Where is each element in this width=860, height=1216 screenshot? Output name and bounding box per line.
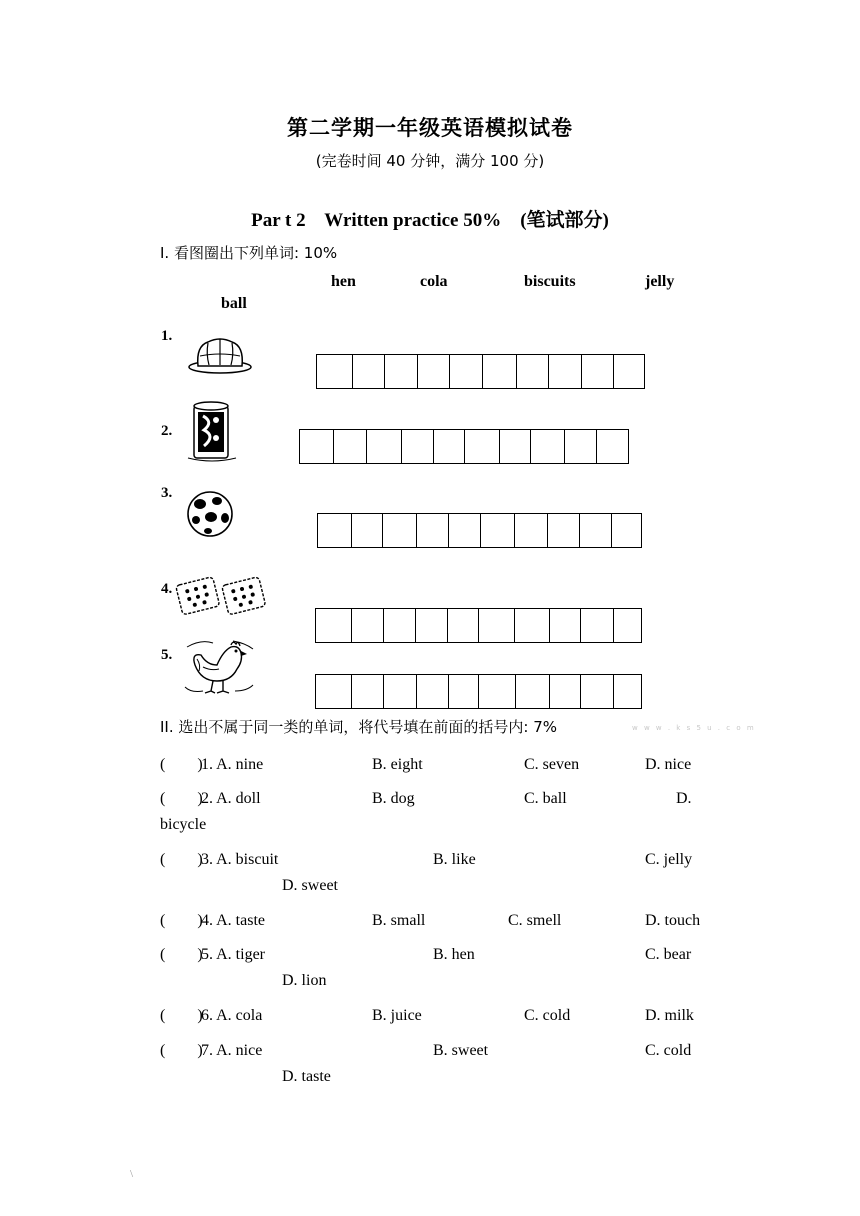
question-2-paren: ( ) xyxy=(160,790,203,807)
grid-cell xyxy=(384,609,416,642)
grid-cell xyxy=(300,430,334,463)
question-1-option-b: B. eight xyxy=(372,756,423,773)
grid-cell xyxy=(614,675,641,708)
hen-icon xyxy=(183,635,255,697)
footer-mark: \ xyxy=(130,1168,134,1180)
grid-cell xyxy=(479,609,515,642)
grid-cell xyxy=(318,514,352,547)
cola-can-icon xyxy=(186,400,238,464)
word-hen: hen xyxy=(331,273,356,290)
grid-cell xyxy=(515,514,548,547)
grid-cell xyxy=(548,514,580,547)
answer-grid-1 xyxy=(316,354,645,389)
jelly-icon xyxy=(186,334,254,376)
grid-cell xyxy=(417,675,449,708)
answer-grid-3 xyxy=(317,513,642,548)
grid-cell xyxy=(550,675,581,708)
section-2-heading: II. 选出不属于同一类的单词，将代号填在前面的括号内: 7% xyxy=(160,718,558,736)
question-3-option-a: 3. A. biscuit xyxy=(201,851,279,868)
question-5-option-a: 5. A. tiger xyxy=(201,946,265,963)
section-1-heading: I. 看图圈出下列单词: 10% xyxy=(160,244,338,262)
question-6-option-b: B. juice xyxy=(372,1007,422,1024)
grid-cell xyxy=(449,675,478,708)
grid-cell xyxy=(612,514,641,547)
item-5-number: 5. xyxy=(161,647,173,663)
grid-cell xyxy=(549,355,582,388)
grid-cell xyxy=(352,514,382,547)
grid-cell xyxy=(416,609,448,642)
question-2-option-d: D. xyxy=(676,790,692,807)
question-5-paren: ( ) xyxy=(160,946,203,963)
grid-cell xyxy=(352,609,383,642)
grid-cell xyxy=(367,430,402,463)
question-3-option-b: B. like xyxy=(433,851,476,868)
question-7-option-b: B. sweet xyxy=(433,1042,489,1059)
grid-cell xyxy=(316,609,352,642)
page-title: 第二学期一年级英语模拟试卷 xyxy=(287,116,573,140)
question-1-paren: ( ) xyxy=(160,756,203,773)
question-7-option-c: C. cold xyxy=(645,1042,692,1059)
grid-cell xyxy=(353,355,386,388)
grid-cell xyxy=(465,430,499,463)
grid-cell xyxy=(448,609,478,642)
grid-cell xyxy=(352,675,383,708)
grid-cell xyxy=(449,514,480,547)
grid-cell xyxy=(385,355,418,388)
grid-cell xyxy=(516,675,550,708)
grid-cell xyxy=(614,355,644,388)
grid-cell xyxy=(383,514,417,547)
word-biscuits: biscuits xyxy=(524,273,576,290)
item-4-number: 4. xyxy=(161,581,173,597)
grid-cell xyxy=(515,609,550,642)
answer-grid-4 xyxy=(315,608,642,643)
grid-cell xyxy=(550,609,581,642)
question-2-option-a: 2. A. doll xyxy=(201,790,261,807)
grid-cell xyxy=(500,430,531,463)
grid-cell xyxy=(581,675,613,708)
grid-cell xyxy=(581,609,613,642)
ball-icon xyxy=(184,491,236,537)
biscuits-icon xyxy=(173,575,269,619)
word-cola: cola xyxy=(420,273,448,290)
question-3-paren: ( ) xyxy=(160,851,203,868)
question-3-option-c: C. jelly xyxy=(645,851,693,868)
grid-cell xyxy=(316,675,352,708)
grid-cell xyxy=(582,355,615,388)
grid-cell xyxy=(434,430,465,463)
question-5-option-d: D. lion xyxy=(282,972,327,989)
question-6-option-c: C. cold xyxy=(524,1007,571,1024)
grid-cell xyxy=(317,355,353,388)
grid-cell xyxy=(450,355,483,388)
question-4-paren: ( ) xyxy=(160,912,203,929)
word-ball: ball xyxy=(221,295,247,312)
grid-cell xyxy=(334,430,366,463)
question-6-option-d: D. milk xyxy=(645,1007,694,1024)
item-2-number: 2. xyxy=(161,423,173,439)
question-4-option-d: D. touch xyxy=(645,912,701,929)
question-7-option-d: D. taste xyxy=(282,1068,331,1085)
grid-cell xyxy=(418,355,451,388)
answer-grid-2 xyxy=(299,429,629,464)
item-1-number: 1. xyxy=(161,328,173,344)
grid-cell xyxy=(580,514,611,547)
word-jelly: jelly xyxy=(645,273,675,290)
grid-cell xyxy=(565,430,596,463)
question-2-option-d-word: bicycle xyxy=(160,816,207,833)
grid-cell xyxy=(481,514,515,547)
item-3-number: 3. xyxy=(161,485,173,501)
grid-cell xyxy=(402,430,434,463)
watermark: w w w . k s 5 u . c o m xyxy=(632,724,756,732)
grid-cell xyxy=(483,355,517,388)
question-3-option-d: D. sweet xyxy=(282,877,338,894)
question-4-option-c: C. smell xyxy=(508,912,562,929)
grid-cell xyxy=(614,609,641,642)
page-subtitle: (完卷时间 40 分钟，满分 100 分) xyxy=(315,152,545,170)
question-6-paren: ( ) xyxy=(160,1007,203,1024)
grid-cell xyxy=(517,355,550,388)
grid-cell xyxy=(417,514,449,547)
question-5-option-c: C. bear xyxy=(645,946,692,963)
answer-grid-5 xyxy=(315,674,642,709)
part-heading: Par t 2 Written practice 50% (笔试部分) xyxy=(251,210,609,231)
question-4-option-b: B. small xyxy=(372,912,426,929)
grid-cell xyxy=(479,675,516,708)
question-6-option-a: 6. A. cola xyxy=(201,1007,263,1024)
question-1-option-d: D. nice xyxy=(645,756,692,773)
question-7-option-a: 7. A. nice xyxy=(201,1042,263,1059)
grid-cell xyxy=(384,675,417,708)
question-7-paren: ( ) xyxy=(160,1042,203,1059)
question-1-option-a: 1. A. nine xyxy=(201,756,264,773)
grid-cell xyxy=(531,430,565,463)
question-2-option-c: C. ball xyxy=(524,790,567,807)
question-5-option-b: B. hen xyxy=(433,946,475,963)
question-2-option-b: B. dog xyxy=(372,790,415,807)
grid-cell xyxy=(597,430,628,463)
question-1-option-c: C. seven xyxy=(524,756,580,773)
question-4-option-a: 4. A. taste xyxy=(201,912,265,929)
